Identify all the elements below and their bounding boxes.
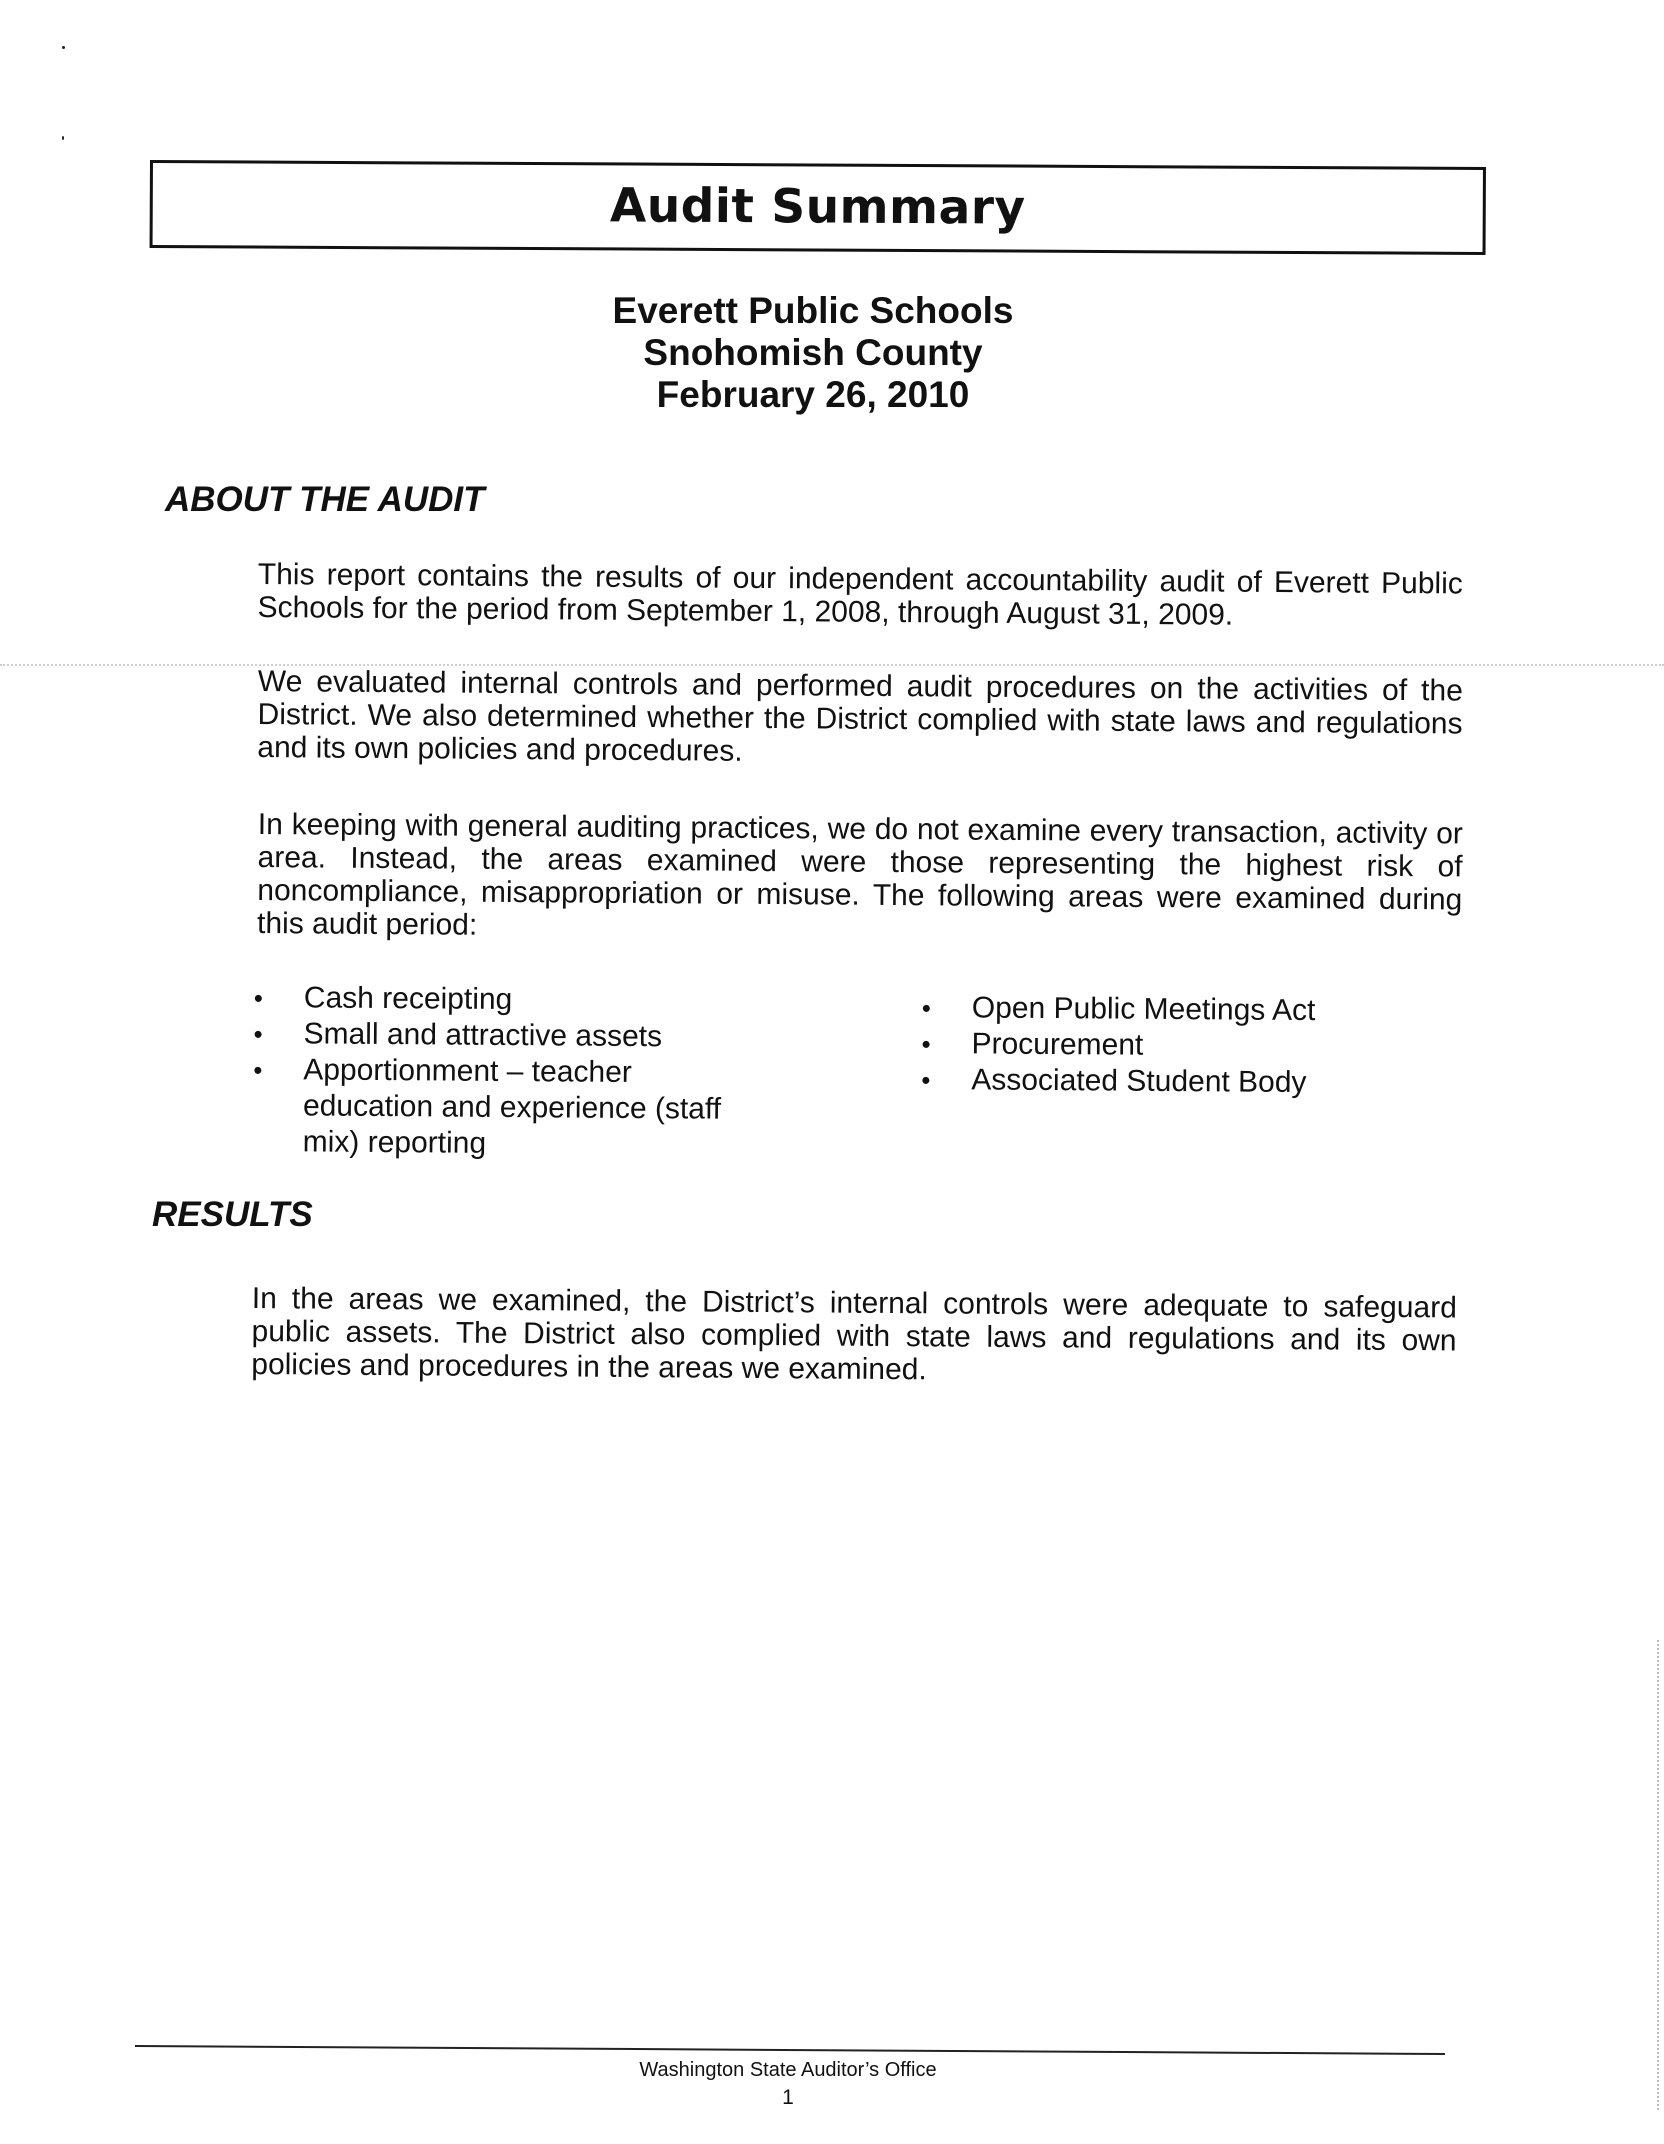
scan-page-edge [1657,1640,1659,2110]
footer-office-name: Washington State Auditor’s Office [639,2059,937,2081]
list-item [922,990,1422,1030]
list-item-text: Open Public Meetings Act [971,991,1316,1028]
about-paragraph-1: This report contains the results of our independent accountability audit of Everett Public Schools for the period from September 1, 2008, through August 31, 2009. [257,558,1463,632]
list-item [253,1052,724,1164]
title-box [150,160,1486,255]
list-item-text: Small and attractive assets [303,1017,663,1054]
about-paragraph-3: In keeping with general auditing practices, we do not examine every transaction, activity or area. Instead, the areas examined were those representing the highest risk of noncompliance, misappropriation or misuse. The following areas were examined during this audit period: [256,808,1463,942]
list-item-text: Cash receipting [303,981,513,1017]
list-item [253,1016,813,1056]
bullet-icon: • [253,1018,263,1050]
list-item-text: Procurement [971,1027,1144,1062]
report-date: February 26, 2010 [656,374,970,415]
county-name: Snohomish County [643,332,983,373]
page-title: Audit Summary [609,178,1026,236]
bullet-icon: • [921,992,932,1024]
list-item [921,1062,1421,1102]
scan-dotted-line [0,664,1664,666]
page-number: 1 [782,2086,794,2109]
about-paragraph-2: We evaluated internal controls and performed audit procedures on the activities of the District. We also determined whether the District complied with state laws and regulations and its own policies and procedures. [257,665,1463,768]
about-heading: ABOUT THE AUDIT [165,480,485,519]
bullet-icon: • [253,982,264,1014]
scan-speck [62,136,64,140]
bullet-icon: • [921,1028,931,1060]
scan-speck [62,46,65,49]
list-item-text: Apportionment – teacher education and experience (staff mix) reporting [302,1053,722,1160]
footer-divider [135,2045,1445,2055]
list-item-text: Associated Student Body [971,1063,1307,1100]
results-paragraph: In the areas we examined, the District’s internal controls were adequate to safeguard public assets. The District also complied with state laws and regulations and its own policies and procedures in the areas we examined. [251,1282,1457,1387]
bullet-icon: • [921,1064,931,1096]
audit-areas-left-list [253,980,814,1164]
audit-areas-right-list [921,990,1422,1102]
entity-name: Everett Public Schools [612,290,1014,331]
list-item [254,980,814,1020]
bullet-icon: • [253,1054,263,1086]
list-item [921,1026,1421,1066]
results-heading: RESULTS [152,1195,313,1234]
